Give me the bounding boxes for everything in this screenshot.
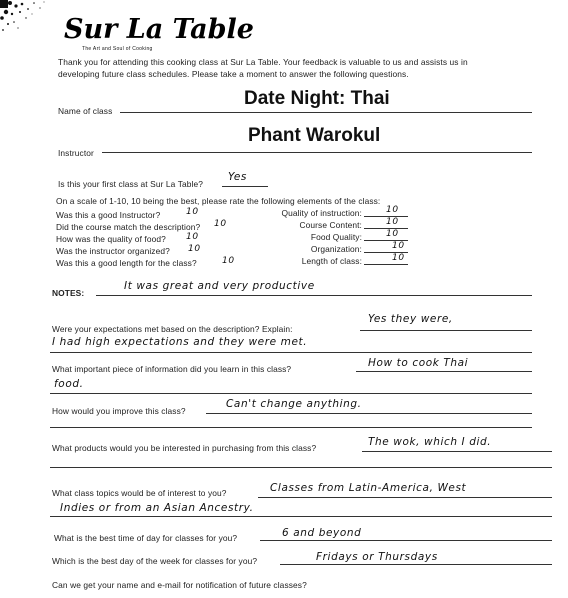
products-line-2: [50, 467, 552, 468]
brand-tagline: The Art and Soul of Cooking: [82, 46, 153, 52]
expectations-line-1: [360, 330, 532, 331]
rating-right-label: Course Content:: [299, 220, 362, 230]
rating-left-label: Was the instructor organized?: [56, 246, 170, 256]
rating-right-label: Length of class:: [301, 256, 362, 266]
notes-line: [96, 295, 532, 296]
notes-answer: It was great and very productive: [124, 280, 315, 292]
rating-left-label: Did the course match the description?: [56, 222, 201, 232]
first-class-line: [222, 186, 268, 187]
contact-question: Can we get your name and e-mail for notification of future classes?: [52, 580, 307, 590]
expectations-answer-1: Yes they were,: [368, 313, 453, 325]
improve-line: [206, 413, 532, 414]
products-answer: The wok, which I did.: [368, 436, 492, 448]
rating-right-value: 10: [386, 217, 399, 227]
class-name-value: Date Night: Thai: [244, 88, 390, 109]
day-question: Which is the best day of the week for classes for you?: [52, 556, 258, 566]
day-line: [280, 564, 552, 565]
instructor-value: Phant Warokul: [248, 125, 381, 146]
improve-answer: Can't change anything.: [226, 398, 362, 410]
improve-question: How would you improve this class?: [52, 406, 186, 416]
brand-logo: Sur La Table: [64, 14, 254, 45]
rating-left-label: How was the quality of food?: [56, 234, 166, 244]
class-name-line: [120, 112, 532, 113]
rating-left-value: 10: [186, 232, 199, 242]
day-answer: Fridays or Thursdays: [316, 551, 438, 563]
products-question: What products would you be interested in purchasing from this class?: [52, 443, 317, 453]
products-line: [362, 451, 552, 452]
intro-line-1: Thank you for attending this cooking class at Sur La Table. Your feedback is valuable to us and assists us in: [58, 57, 468, 67]
rating-left-value: 10: [214, 219, 227, 229]
class-name-label: Name of class: [58, 106, 113, 116]
topics-line-1: [258, 497, 552, 498]
learned-line-1: [356, 371, 532, 372]
rating-right-label: Quality of instruction:: [281, 208, 362, 218]
rating-left-value: 10: [222, 256, 235, 266]
rating-left-value: 10: [186, 207, 199, 217]
notes-label: NOTES:: [52, 288, 85, 298]
expectations-question: Were your expectations met based on the description? Explain:: [52, 324, 293, 334]
rating-right-value: 10: [386, 205, 399, 215]
topics-answer-1: Classes from Latin-America, West: [270, 482, 467, 494]
time-question: What is the best time of day for classes for you?: [54, 533, 238, 543]
first-class-answer: Yes: [228, 171, 247, 183]
topics-answer-2: Indies or from an Asian Ancestry.: [60, 502, 254, 514]
learned-line-2: [50, 393, 532, 394]
topics-question: What class topics would be of interest to you?: [52, 488, 227, 498]
rating-right-label: Organization:: [310, 244, 362, 254]
instructor-line: [102, 152, 532, 153]
time-line: [260, 540, 552, 541]
rating-right-label: Food Quality:: [310, 232, 362, 242]
first-class-question: Is this your first class at Sur La Table?: [58, 179, 203, 189]
rating-right-value: 10: [386, 229, 399, 239]
instructor-label: Instructor: [58, 148, 94, 158]
rating-left-label: Was this a good Instructor?: [56, 210, 161, 220]
time-answer: 6 and beyond: [282, 527, 362, 539]
expectations-answer-2: I had high expectations and they were met.: [52, 336, 308, 348]
topics-line-2: [50, 516, 552, 517]
scan-smudge: [0, 0, 70, 50]
rating-right-value: 10: [392, 253, 405, 263]
rating-right-value: 10: [392, 241, 405, 251]
improve-line-2: [50, 427, 532, 428]
rating-left-value: 10: [188, 244, 201, 254]
expectations-line-2: [50, 352, 532, 353]
intro-line-2: developing future class schedules. Please take a moment to answer the following questions.: [58, 69, 409, 79]
rating-left-label: Was this a good length for the class?: [56, 258, 197, 268]
learned-question: What important piece of information did you learn in this class?: [52, 364, 292, 374]
learned-answer-1: How to cook Thai: [368, 357, 469, 369]
learned-answer-2: food.: [54, 378, 84, 390]
rating-intro: On a scale of 1-10, 10 being the best, please rate the following elements of the class:: [56, 196, 381, 206]
rating-right-line: [364, 264, 408, 265]
